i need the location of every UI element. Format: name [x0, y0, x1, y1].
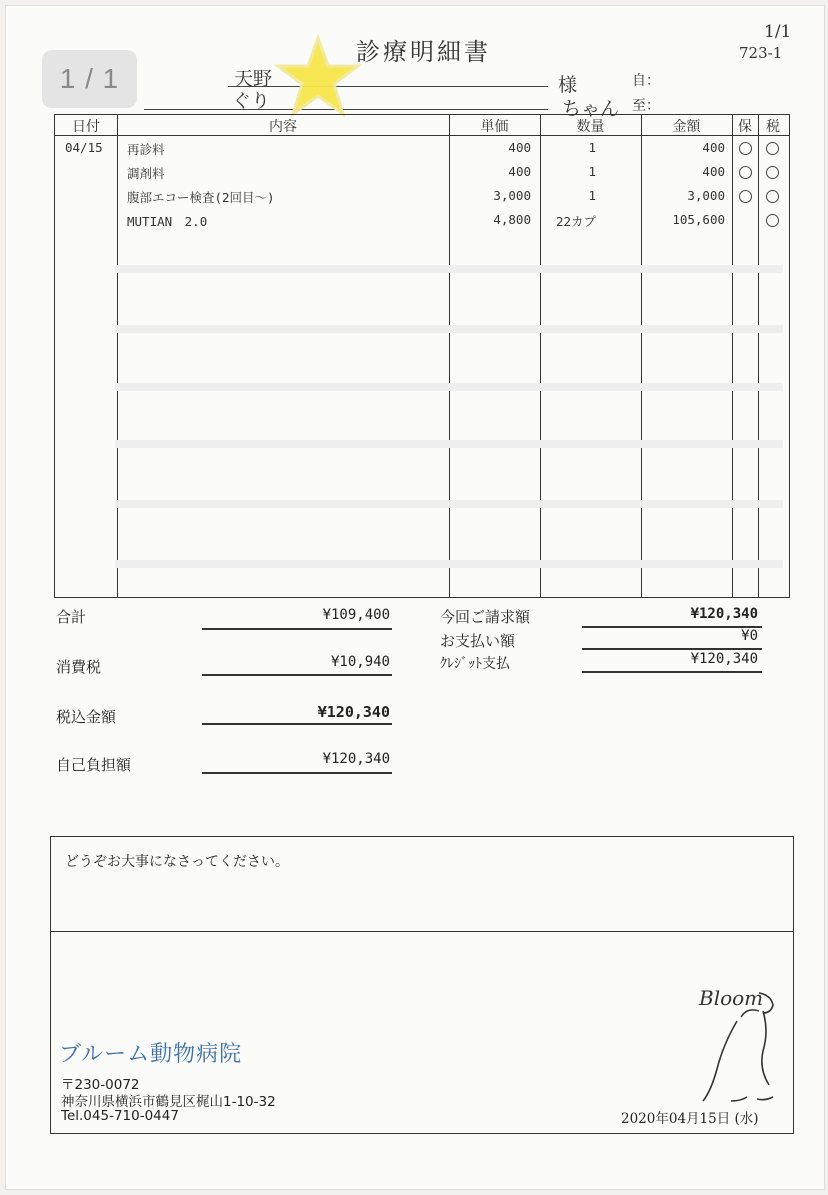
row-amount: 400 [702, 140, 725, 155]
row-item: 腹部エコー検査(2回目～) [127, 190, 275, 205]
consumption-tax-label: 消費税 [56, 658, 102, 676]
table-row [55, 209, 789, 233]
row-amount: 3,000 [687, 188, 725, 203]
table-row [55, 161, 789, 185]
insurance-mark-icon [739, 142, 752, 155]
owner-name: 天野 [234, 68, 273, 90]
table-row [55, 185, 789, 209]
self-pay-label: 自己負担額 [56, 756, 132, 774]
insurance-mark-icon [739, 190, 752, 203]
clinic-dog-logo-icon [671, 971, 791, 1111]
row-unit-price: 4,800 [493, 212, 531, 227]
self-pay-underline [202, 772, 392, 774]
faded-print-stripe [115, 265, 783, 273]
credit-underline [582, 671, 762, 673]
logo-text: Bloom [699, 986, 764, 1010]
row-quantity: 22カプ [555, 214, 596, 229]
faded-print-stripe [115, 560, 783, 568]
clinic-address: 神奈川県横浜市鶴見区梶山1-10-32 [61, 1094, 276, 1110]
billed-label: 今回ご請求額 [440, 608, 531, 626]
total-with-tax-value: ¥120,340 [317, 703, 390, 721]
consumption-tax-value: ¥10,940 [330, 654, 390, 670]
header-amount: 金額 [672, 119, 701, 135]
tax-mark-icon [766, 142, 779, 155]
receipt-sheet [6, 6, 824, 1189]
clinic-phone: Tel.045-710-0447 [61, 1108, 179, 1124]
page-indicator: 1 / 1 [42, 50, 137, 108]
clinic-name: ブルーム動物病院 [59, 1042, 243, 1067]
header-tax: 税 [766, 119, 780, 135]
items-table [54, 114, 790, 598]
document-title: 診療明細書 [356, 38, 491, 66]
paid-underline [582, 648, 762, 650]
pet-name: ぐり [232, 90, 271, 112]
faded-print-stripe [115, 383, 783, 391]
page-number: 1/1 [764, 22, 792, 42]
table-row [55, 137, 789, 161]
subtotal-value: ¥109,400 [322, 607, 390, 623]
row-item: 調剤料 [127, 166, 165, 181]
faded-print-stripe [115, 440, 783, 448]
period-from-label: 自： [632, 73, 660, 89]
document-number: 723-1 [739, 44, 783, 62]
header-insurance: 保 [738, 119, 752, 135]
tax-mark-icon [766, 166, 779, 179]
row-quantity: 1 [588, 140, 596, 155]
subtotal-label: 合計 [56, 608, 87, 626]
subtotal-underline [202, 628, 392, 630]
total-with-tax-label: 税込金額 [56, 708, 117, 726]
row-unit-price: 400 [508, 140, 531, 155]
pet-honorific: ちゃん [562, 98, 620, 120]
row-date: 04/15 [65, 140, 103, 155]
care-message: どうぞお大事になさってください。 [65, 854, 289, 870]
paid-value: ¥0 [741, 628, 758, 644]
tax-mark-icon [766, 214, 779, 227]
billed-value: ¥120,340 [690, 606, 758, 622]
header-quantity: 数量 [576, 119, 605, 135]
tax-underline [202, 674, 392, 676]
message-divider [51, 931, 793, 932]
credit-value: ¥120,340 [690, 651, 758, 667]
clinic-postal-code: 〒230-0072 [61, 1077, 140, 1093]
row-item: 再診料 [127, 142, 165, 157]
row-amount: 105,600 [672, 212, 725, 227]
row-item: MUTIAN 2.0 [127, 214, 208, 229]
self-pay-value: ¥120,340 [322, 751, 390, 767]
credit-label: ｸﾚｼﾞｯﾄ支払 [440, 656, 510, 672]
tax-mark-icon [766, 190, 779, 203]
row-quantity: 1 [588, 164, 596, 179]
owner-honorific: 様 [558, 74, 578, 96]
insurance-mark-icon [739, 166, 752, 179]
issue-date: 2020年04月15日 (水) [621, 1111, 759, 1127]
star-sticker-icon [274, 34, 362, 118]
faded-print-stripe [115, 500, 783, 508]
faded-print-stripe [115, 325, 783, 333]
total-underline [202, 723, 392, 725]
row-unit-price: 400 [508, 164, 531, 179]
message-box [50, 836, 794, 1134]
header-unit-price: 単価 [480, 119, 509, 135]
header-date: 日付 [72, 119, 100, 135]
period-to-label: 至： [632, 98, 660, 114]
header-content: 内容 [269, 119, 297, 135]
row-amount: 400 [702, 164, 725, 179]
paid-label: お支払い額 [440, 632, 516, 650]
row-quantity: 1 [588, 188, 596, 203]
row-unit-price: 3,000 [493, 188, 531, 203]
